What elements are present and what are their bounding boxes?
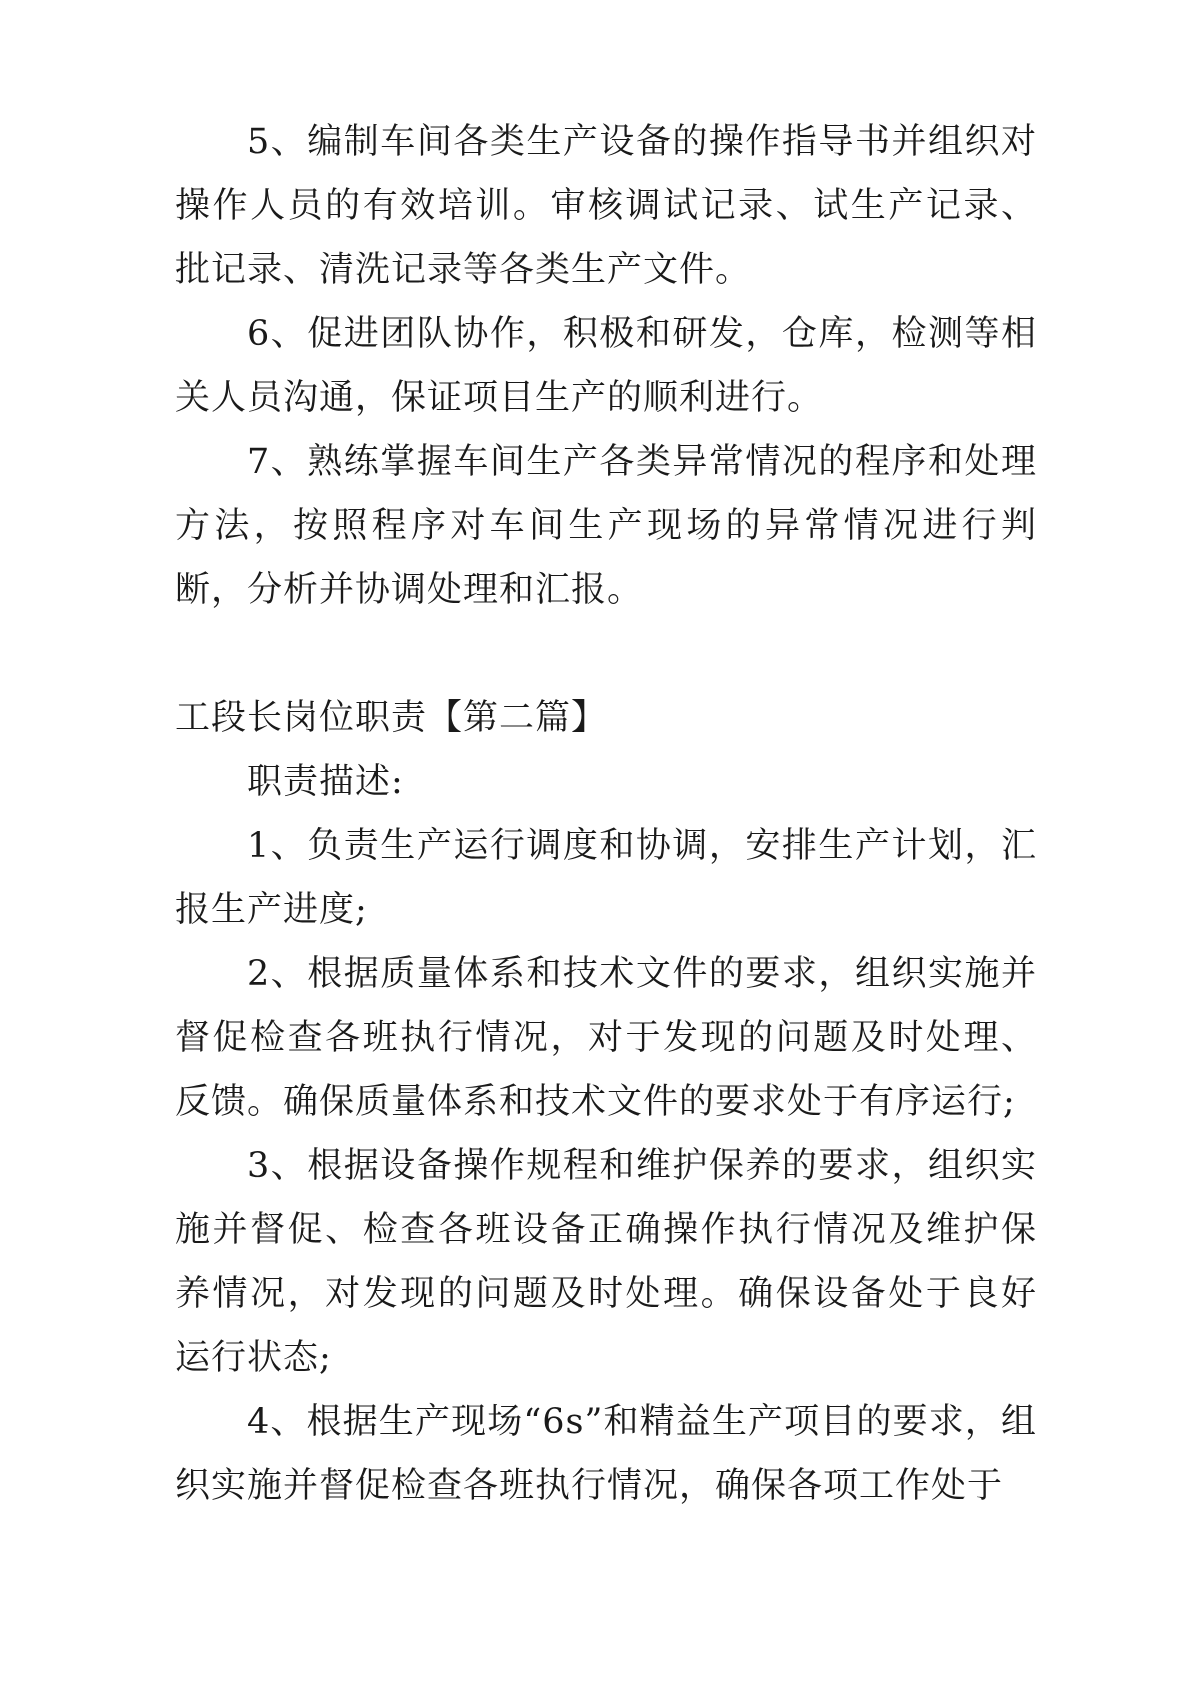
duty-item-3: 3、根据设备操作规程和维护保养的要求，组织实施并督促、检查各班设备正确操作执行情况及维护保养情况，对发现的问题及时处理。确保设备处于良好运行状态;: [175, 1146, 1037, 1378]
paragraph-item-7: 7、熟练掌握车间生产各类异常情况的程序和处理方法，按照程序对车间生产现场的异常情况进行判断，分析并协调处理和汇报。: [175, 442, 1037, 610]
paragraph-item-5: 5、编制车间各类生产设备的操作指导书并组织对操作人员的有效培训。审核调试记录、试生产记录、批记录、清洗记录等各类生产文件。: [175, 122, 1037, 290]
duty-item-2: 2、根据质量体系和技术文件的要求，组织实施并督促检查各班执行情况，对于发现的问题及时处理、反馈。确保质量体系和技术文件的要求处于有序运行;: [175, 954, 1037, 1122]
document-body: [175, 110, 1037, 1518]
duty-item-4: 4、根据生产现场“6s”和精益生产项目的要求，组织实施并督促检查各班执行情况，确保各项工作处于: [175, 1402, 1037, 1506]
duty-item-1: 1、负责生产运行调度和协调，安排生产计划，汇报生产进度;: [175, 826, 1037, 930]
paragraph-item-6: 6、促进团队协作，积极和研发，仓库，检测等相关人员沟通，保证项目生产的顺利进行。: [175, 314, 1037, 418]
section-title: 工段长岗位职责【第二篇】: [175, 698, 608, 738]
duty-description-label: 职责描述:: [247, 762, 404, 802]
